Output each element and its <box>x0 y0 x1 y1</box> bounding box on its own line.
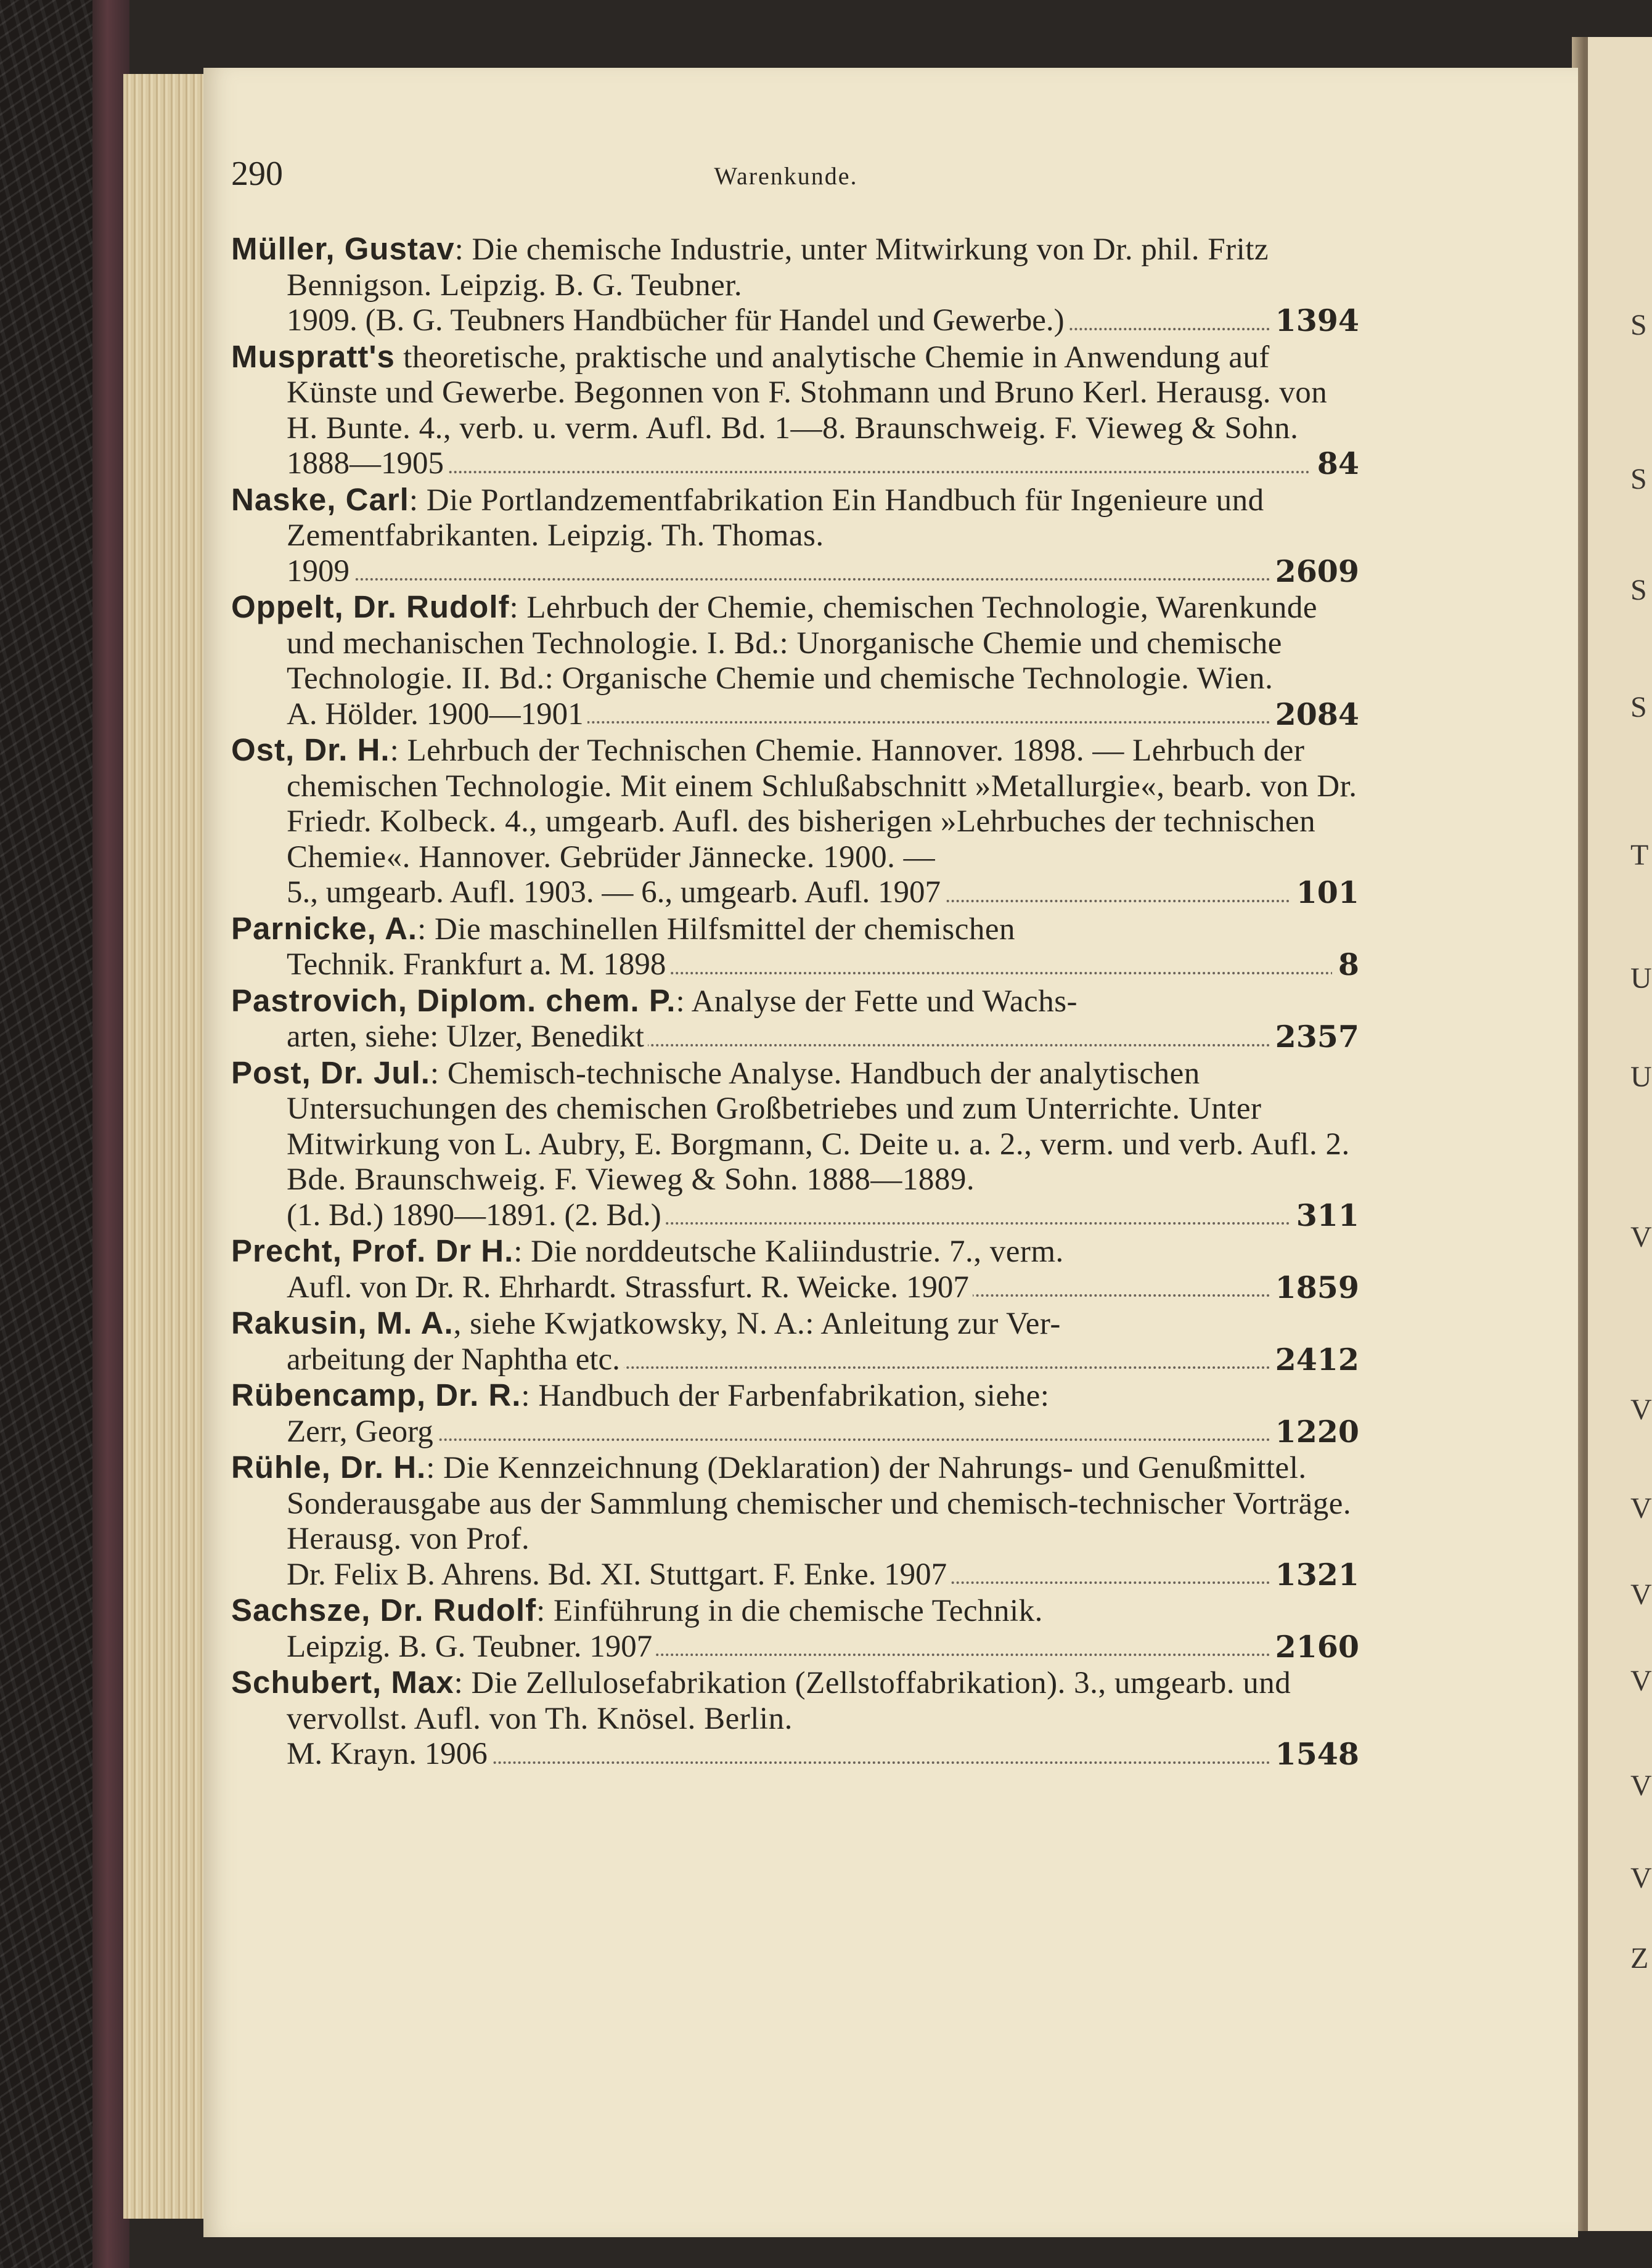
dot-leader <box>287 1438 1359 1441</box>
entry-description: : Die Zellulosefabrikation (Zellstoffabrikation). 3., umgearb. und vervollst. Aufl. von Th. Knösel. Berlin. <box>287 1666 1291 1736</box>
entry-description: : Die Portlandzementfabrikation Ein Handbuch für Ingenieure und Zementfabrikanten. Leipzig. Th. Thomas. <box>287 483 1264 553</box>
entry-last-line <box>287 1270 1359 1306</box>
page-header <box>231 154 1341 203</box>
bibliography-entry <box>231 1593 1439 1665</box>
bibliography-entry <box>231 339 1439 482</box>
entry-author: Schubert, Max <box>231 1665 454 1700</box>
entry-last-line <box>287 1019 1359 1055</box>
bibliography-list <box>231 231 1439 1772</box>
entry-last-text: (1. Bd.) 1890—1891. (2. Bd.) <box>287 1198 665 1233</box>
opposite-page <box>1584 37 1652 2231</box>
entry-author: Oppelt, Dr. Rudolf <box>231 589 510 624</box>
opposite-page-letter: V <box>1630 1221 1652 1254</box>
bibliography-entry <box>231 732 1439 911</box>
entry-catalog-number: 8 <box>1332 947 1359 983</box>
bibliography-entry <box>231 482 1439 590</box>
entry-catalog-number: 2084 <box>1269 697 1359 733</box>
entry-last-text: 1909. (B. G. Teubners Handbücher für Handel und Gewerbe.) <box>287 303 1068 338</box>
entry-catalog-number: 2609 <box>1269 554 1359 590</box>
entry-last-line <box>287 1737 1359 1772</box>
opposite-page-letter: V <box>1630 1862 1652 1895</box>
entry-author: Sachsze, Dr. Rudolf <box>231 1593 537 1628</box>
dot-leader <box>287 578 1359 581</box>
entry-last-line <box>287 1342 1359 1378</box>
page-edges <box>123 74 210 2219</box>
entry-author: Precht, Prof. Dr H. <box>231 1233 514 1268</box>
entry-author: Pastrovich, Diplom. chem. P. <box>231 982 676 1018</box>
dot-leader <box>287 471 1359 473</box>
opposite-page-letter: S <box>1630 463 1647 496</box>
opposite-page-letter: V <box>1630 1492 1652 1525</box>
entry-last-line <box>287 446 1359 482</box>
entry-catalog-number: 84 <box>1311 446 1359 482</box>
entry-author: Rakusin, M. A. <box>231 1305 454 1340</box>
bibliography-entry <box>231 1377 1439 1450</box>
entry-description: : Chemisch-technische Analyse. Handbuch der analytischen Untersuchungen des chemischen Großbetriebes und zum Unterrichte. Unter Mitwirkung von L. Aubry, E. Borgmann, C. Deite u. a. 2., verm. und verb. Aufl. 2. Bde. Braunschweig. F. Vieweg & Sohn. 1888—1889. <box>287 1056 1350 1197</box>
entry-catalog-number: 2412 <box>1269 1342 1359 1378</box>
entry-last-text: 1909 <box>287 554 353 589</box>
entry-last-text: 5., umgearb. Aufl. 1903. — 6., umgearb. Aufl. 1907 <box>287 875 944 910</box>
entry-author: Naske, Carl <box>231 481 409 517</box>
opposite-page-letter: U <box>1630 962 1652 995</box>
entry-description: : Analyse der Fette und Wachs- <box>676 984 1078 1019</box>
entry-author: Parnicke, A. <box>231 910 418 946</box>
entry-author: Müller, Gustav <box>231 231 455 266</box>
entry-catalog-number: 101 <box>1290 875 1359 911</box>
entry-last-text: Zerr, Georg <box>287 1414 437 1449</box>
entry-last-line <box>287 1630 1359 1665</box>
opposite-page-letter: T <box>1630 839 1649 871</box>
entry-catalog-number: 1394 <box>1269 303 1359 339</box>
bibliography-entry <box>231 231 1439 339</box>
opposite-page-letter: V <box>1630 1769 1652 1802</box>
opposite-page-letter: U <box>1630 1061 1652 1093</box>
entry-author: Muspratt's <box>231 338 395 374</box>
entry-last-text: 1888—1905 <box>287 446 448 481</box>
entry-catalog-number: 1321 <box>1269 1557 1359 1593</box>
entry-description: : Die norddeutsche Kaliindustrie. 7., verm. <box>513 1234 1064 1269</box>
entry-description: : Lehrbuch der Chemie, chemischen Technologie, Warenkunde und mechanischen Technologie. I. Bd.: Unorganische Chemie und chemische Technologie. II. Bd.: Organische Chemie und chemische Technologie. Wien. <box>287 590 1317 696</box>
bibliography-entry <box>231 1233 1439 1305</box>
entry-author: Ost, Dr. H. <box>231 732 390 767</box>
entry-last-text: Dr. Felix B. Ahrens. Bd. XI. Stuttgart. F. Enke. 1907 <box>287 1557 951 1592</box>
bibliography-entry <box>231 589 1439 732</box>
opposite-page-letter: V <box>1630 1578 1652 1611</box>
entry-description: : Einführung in die chemische Technik. <box>536 1594 1043 1628</box>
entry-description: : Die maschinellen Hilfsmittel der chemischen <box>417 912 1016 947</box>
entry-last-text: Leipzig. B. G. Teubner. 1907 <box>287 1630 656 1664</box>
entry-last-text: A. Hölder. 1900—1901 <box>287 697 587 732</box>
bibliography-entry <box>231 1450 1439 1593</box>
bibliography-entry <box>231 911 1439 983</box>
entry-description: : Die chemische Industrie, unter Mitwirkung von Dr. phil. Fritz Bennigson. Leipzig. B. G. Teubner. <box>287 232 1269 303</box>
entry-last-text: arbeitung der Naphtha etc. <box>287 1342 624 1377</box>
entry-last-line <box>287 697 1359 733</box>
bibliography-entry <box>231 1055 1439 1234</box>
opposite-page-letter: S <box>1630 574 1647 606</box>
opposite-page-letter: Z <box>1630 1942 1649 1975</box>
entry-last-text: Technik. Frankfurt a. M. 1898 <box>287 947 669 982</box>
bibliography-entry <box>231 983 1439 1055</box>
entry-description: : Lehrbuch der Technischen Chemie. Hannover. 1898. — Lehrbuch der chemischen Technologie. Mit einem Schlußabschnitt »Metallurgie«, bearb. von Dr. Friedr. Kolbeck. 4., umgearb. Aufl. des bisherigen »Lehrbuches der technischen Chemie«. Hannover. Gebrüder Jännecke. 1900. — <box>287 733 1357 875</box>
entry-last-line <box>287 303 1359 339</box>
entry-catalog-number: 2357 <box>1269 1019 1359 1055</box>
entry-last-line <box>287 947 1359 983</box>
entry-description: : Handbuch der Farbenfabrikation, siehe: <box>521 1379 1050 1413</box>
entry-description: : Die Kennzeichnung (Deklaration) der Nahrungs- und Genußmittel. Sonderausgabe aus der Sammlung chemischer und chemisch-technischer Vorträge. Herausg. von Prof. <box>287 1451 1352 1556</box>
entry-author: Rübencamp, Dr. R. <box>231 1377 521 1413</box>
page-number: 290 <box>231 155 283 193</box>
entry-last-line <box>287 1198 1359 1234</box>
entry-catalog-number: 2160 <box>1269 1630 1359 1665</box>
bibliography-entry <box>231 1665 1439 1772</box>
entry-last-text: Aufl. von Dr. R. Ehrhardt. Strassfurt. R. Weicke. 1907 <box>287 1270 973 1305</box>
opposite-page-letter: S <box>1630 309 1647 341</box>
entry-description: , siehe Kwjatkowsky, N. A.: Anleitung zur Ver- <box>453 1307 1061 1341</box>
entry-description: theoretische, praktische und analytische Chemie in Anwendung auf Künste und Gewerbe. Begonnen von F. Stohmann und Bruno Kerl. Herausg. von H. Bunte. 4., verb. u. verm. Aufl. Bd. 1—8. Braunschweig. F. Vieweg & Sohn. <box>287 340 1328 446</box>
entry-catalog-number: 311 <box>1290 1198 1359 1234</box>
entry-last-line <box>287 1414 1359 1450</box>
opposite-page-letter: V <box>1630 1393 1652 1426</box>
entry-author: Rühle, Dr. H. <box>231 1450 427 1485</box>
entry-catalog-number: 1548 <box>1269 1737 1359 1772</box>
entry-catalog-number: 1220 <box>1269 1414 1359 1450</box>
entry-catalog-number: 1859 <box>1269 1270 1359 1306</box>
entry-last-line <box>287 875 1359 911</box>
entry-last-line <box>287 1557 1359 1593</box>
entry-author: Post, Dr. Jul. <box>231 1054 430 1090</box>
entry-last-line <box>287 554 1359 590</box>
opposite-page-letter: S <box>1630 691 1647 724</box>
bibliography-entry <box>231 1305 1439 1377</box>
entry-last-text: arten, siehe: Ulzer, Benedikt <box>287 1019 648 1054</box>
opposite-page-letter: V <box>1630 1665 1652 1697</box>
entry-last-text: M. Krayn. 1906 <box>287 1737 491 1771</box>
running-title: Warenkunde. <box>714 162 858 190</box>
